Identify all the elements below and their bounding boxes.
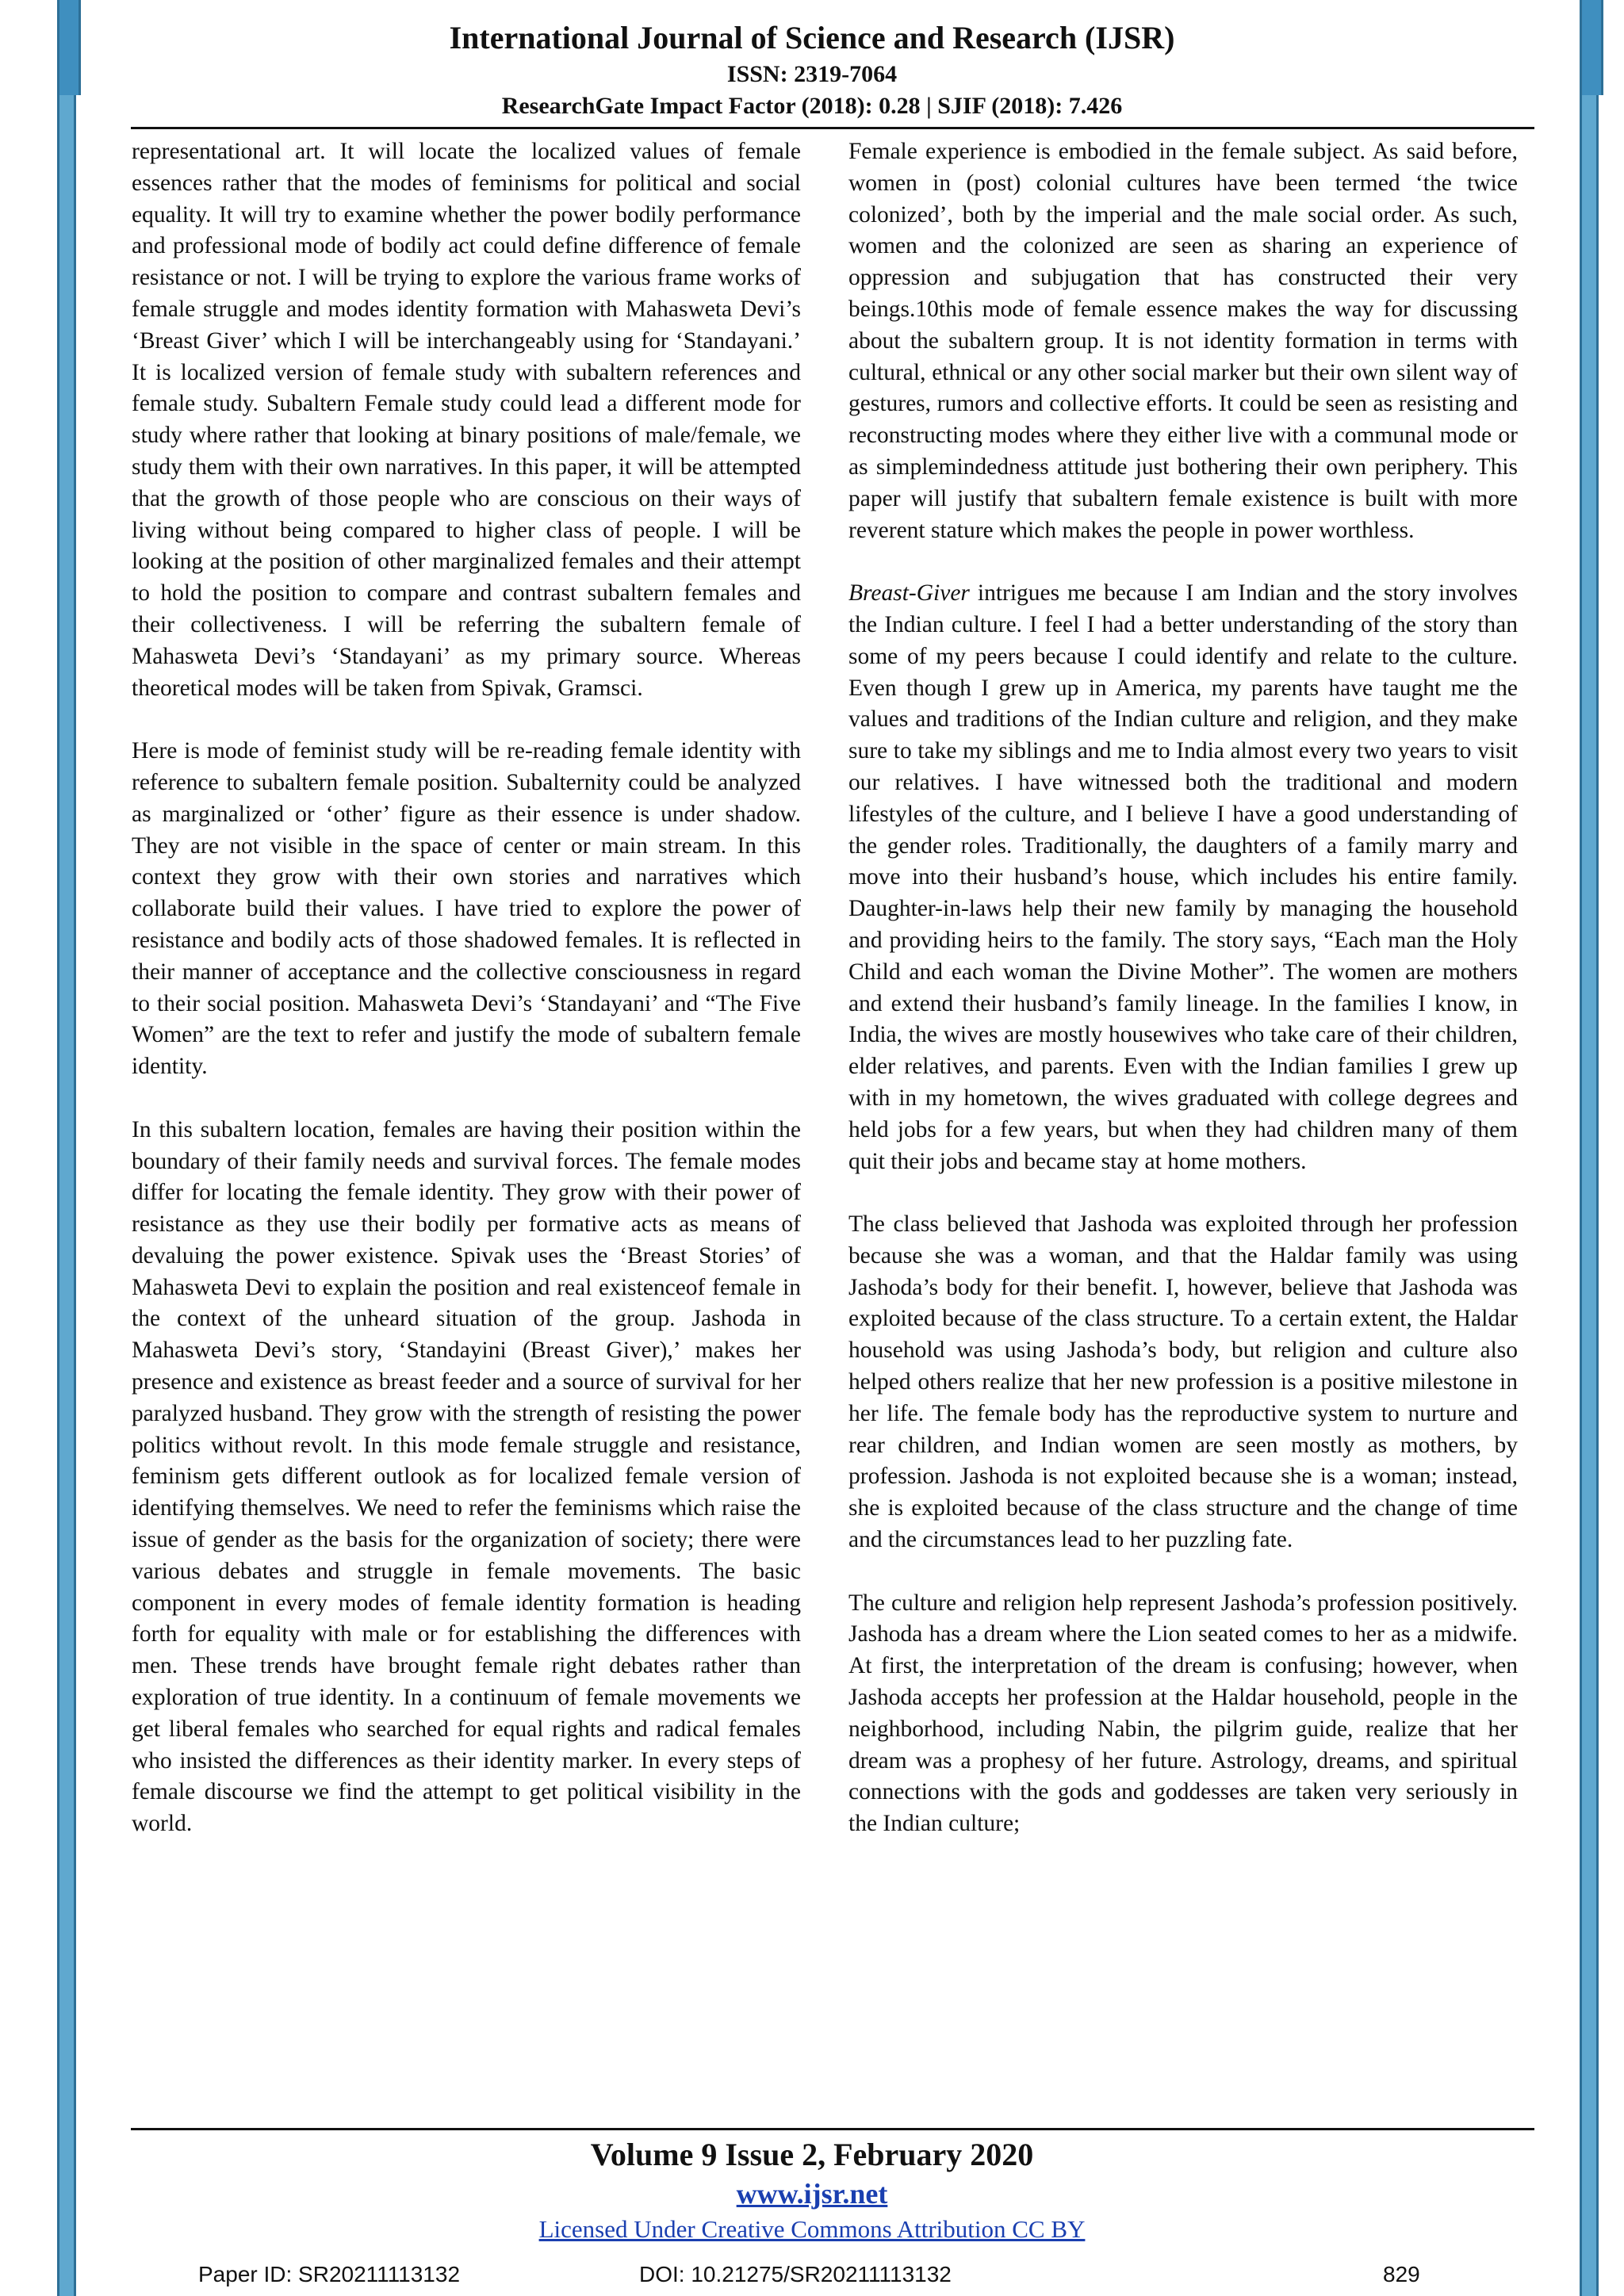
page-header (0, 17, 1624, 122)
header-rule (131, 127, 1534, 129)
left-paragraph-3: In this subaltern location, females are having their position within the boundary of their family needs and survival forces. The female modes differ for locating the female identity. They grow with their power of resistance as they use their bodily per formative acts as means of devaluing the power existence. Spivak uses the ‘Breast Stories’ of Mahasweta Devi to explain the position and real existenceof female in the context of the unheard situation of the group. Jashoda in Mahasweta Devi’s story, ‘Standayini (Breast Giver),’ makes her presence and existence as breast feeder and a source of survival for her paralyzed husband. They grow with the strength of resisting the power politics without revolt. In this mode female struggle and resistance, feminism gets different outlook as for localized female version of identifying themselves. We need to refer the feminisms which raise the issue of gender as the basis for the organization of society; there were various debates and struggle in female movements. The basic component in every modes of female identity formation is heading forth for equality with male or for establishing the differences with men. These trends have brought female right debates rather than exploration of true identity. In a continuum of female movements we get liberal females who searched for equal rights and radical females who insisted the differences as their identity marker. In every steps of female discourse we find the attempt to get political visibility in the world. (132, 1116, 801, 1837)
right-column (848, 136, 1518, 1840)
left-decorative-bar (57, 0, 76, 2296)
left-paragraph-2: Here is mode of feminist study will be re-reading female identity with reference to subaltern female position. Subalternity could be analyzed as marginalized or ‘other’ figure as their essence is under shadow. They are not visible in the space of center or main stream. In this context they grow with their own stories and narratives which collaborate build their values. I have tried to explore the power of resistance and bodily acts of those shadowed females. It is reflected in their manner of acceptance and the collective consciousness in regard to their social position. Mahasweta Devi’s ‘Standayani’ and “The Five Women” are the text to refer and justify the mode of subaltern female identity. (132, 738, 801, 1080)
impact-factor: ResearchGate Impact Factor (2018): 0.28 | SJIF (2018): 7.426 (501, 93, 1123, 119)
right-paragraph-4: The culture and religion help represent Jashoda’s profession positively. Jashoda has a dream where the Lion seated comes to her as a midwife. At first, the interpretation of the dream is confusing; however, when Jashoda accepts her profession at the Haldar household, people in the neighborhood, including Nabin, the pilgrim guide, realize that her dream was a prophesy of her future. Astrology, dreams, and spiritual connections with the gods and goddesses are taken very seriously in the Indian culture; (848, 1590, 1518, 1837)
right-paragraph-3: The class believed that Jashoda was exploited through her profession because she was a woman, and that the Haldar family was using Jashoda’s body for their benefit. I, however, believe that Jashoda was exploited because of the class structure. To a certain extent, the Haldar household was using Jashoda’s body, but religion and culture also helped others realize that her new profession is a positive milestone in her life. The female body has the reproductive system to nurture and rear children, and Indian women are seen mostly as mothers, by profession. Jashoda is not exploited because she is a woman; instead, she is exploited because of the class structure and the change of time and the circumstances lead to her puzzling fate. (848, 1211, 1518, 1553)
doi: DOI: 10.21275/SR20211113132 (639, 2262, 952, 2286)
page-footer (0, 2134, 1624, 2247)
story-title: Breast-Giver (848, 580, 970, 607)
license-link[interactable]: Licensed Under Creative Commons Attribution CC BY (538, 2215, 1086, 2243)
right-paragraph-2-text: intrigues me because I am Indian and the story involves the Indian culture. I feel I had a better understanding of the story than some of my peers because I could identify and relate to the culture. Even though I grew up in America, my parents have taught me the values and traditions of the Indian culture and religion, and they make sure to take my siblings and me to India almost every two years to visit our relatives. I have witnessed both the traditional and modern lifestyles of the culture, and I believe I have a good understanding of the gender roles. Traditionally, the daughters of a family marry and move into their husband’s house, which includes his entire family. Daughter-in-laws help their new family by managing the household and providing heirs to the family. The story says, “Each man the Holy Child and each woman the Divine Mother”. The women are mothers and extend their husband’s family lineage. In the families I know, in India, the wives are mostly housewives who take care of their children, elder relatives, and parents. Even with the Indian families I grew up with in my hometown, the wives graduated with college degrees and held jobs for a few years, but when they had children many of them quit their jobs and became stay at home mothers. (848, 580, 1518, 1174)
page-number: 829 (1383, 2262, 1420, 2286)
right-paragraph-1: Female experience is embodied in the female subject. As said before, women in (post) colonial cultures have been termed ‘the twice colonized’, both by the imperial and the male social order. As such, women and the colonized are seen as sharing an experience of oppression and subjugation that has constructed their very beings.10this mode of female essence makes the way for discussing about the subaltern group. It is not identity formation in terms with cultural, ethnical or any other social marker but their own silent way of gestures, rumors and collective efforts. It could be seen as resisting and reconstructing modes where they either live with a communal mode or as simplemindedness attitude just bothering their own periphery. This paper will justify that subaltern female existence is built with more reverent stature which makes the people in power worthless. (848, 139, 1518, 543)
volume-issue: Volume 9 Issue 2, February 2020 (590, 2137, 1034, 2172)
footer-rule (131, 2128, 1534, 2130)
right-paragraph-2 (848, 578, 1518, 1177)
journal-website-link[interactable]: www.ijsr.net (736, 2178, 888, 2210)
issn: ISSN: 2319-7064 (726, 61, 898, 87)
paper-id: Paper ID: SR20211113132 (198, 2262, 461, 2286)
right-decorative-bar (1580, 0, 1599, 2296)
left-paragraph-1: representational art. It will locate the localized values of female essences rather that the modes of feminisms for political and social equality. It will try to examine whether the power bodily performance and professional mode of bodily act could define difference of female resistance or not. I will be trying to explore the various frame works of female struggle and modes identity formation with Mahasweta Devi’s ‘Breast Giver’ which I will be interchangeably using for ‘Standayani.’ It is localized version of female study with subaltern references and female study. Subaltern Female study could lead a different mode for study where rather that looking at binary positions of male/female, we study them with their own narratives. In this paper, it will be attempted that the growth of those people who are conscious on their ways of living without being compared to higher class of people. I will be looking at the position of other marginalized females and their attempt to hold the position to compare and contrast subaltern females and their collectiveness. I will be referring the subaltern female of Mahasweta Devi’s ‘Standayani’ as my primary source. Whereas theoretical modes will be taken from Spivak, Gramsci. (132, 139, 801, 701)
left-column (132, 136, 801, 1840)
journal-title: International Journal of Science and Research (IJSR) (449, 20, 1175, 55)
